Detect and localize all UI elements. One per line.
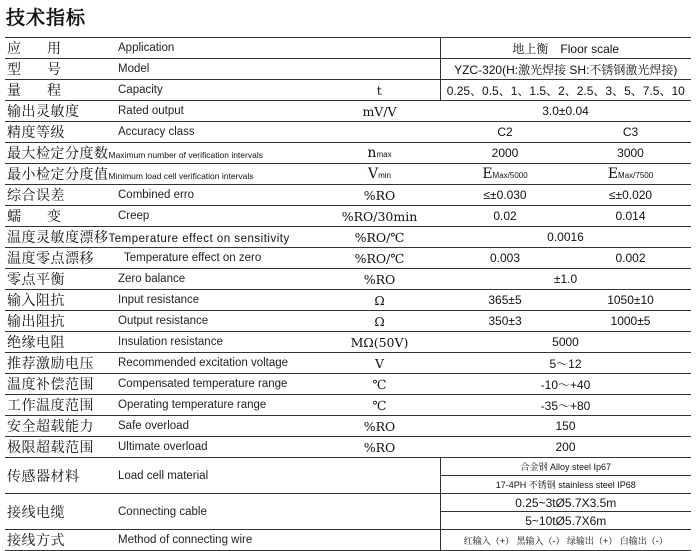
row-value-c2: 0.02 [440, 206, 570, 227]
table-row [5, 143, 691, 164]
table-row [5, 164, 691, 185]
row-value-c2: C2 [440, 122, 570, 143]
row-label-en: Operating temperature range [116, 395, 319, 416]
row-label-en: Output resistance [116, 311, 319, 332]
row-unit: %RO [319, 269, 440, 290]
row-label-cn: 应 用 [5, 38, 116, 59]
value-subscript: Max/5000 [492, 171, 528, 180]
row-unit [319, 164, 440, 185]
row-label-en: Maximum number of verification intervals [108, 150, 263, 160]
row-label-cn: 安全超载能力 [5, 416, 116, 437]
unit-symbol: n [367, 145, 377, 161]
row-unit: %RO/℃ [319, 248, 440, 269]
row-label-en: Compensated temperature range [116, 374, 319, 395]
row-value-line-1: 合金钢 Alloy steel Ip67 [440, 458, 691, 476]
table-row [5, 494, 691, 512]
row-value-line-2: 5~10tØ5.7X6m [440, 512, 691, 530]
table-row [5, 248, 691, 269]
row-label-cn-text: 最大检定分度数 [7, 146, 109, 162]
table-row [5, 374, 691, 395]
unit-subscript: min [378, 171, 391, 180]
row-unit [319, 494, 440, 530]
row-label-cn: 传感器材料 [5, 458, 116, 494]
unit-symbol: V [367, 166, 379, 182]
row-value-c2: 2000 [440, 143, 570, 164]
row-label-en: Input resistance [116, 290, 319, 311]
row-label-cn: 零点平衡 [5, 269, 116, 290]
value-subscript: Max/7500 [618, 171, 654, 180]
row-label-en: Recommended excitation voltage [116, 353, 319, 374]
row-value: -35～+80 [440, 395, 691, 416]
row-value-c3: 0.014 [570, 206, 691, 227]
row-label-en: Accuracy class [116, 122, 319, 143]
row-label-en: Minimum load cell verification intervals [108, 171, 254, 181]
row-unit: %RO/℃ [319, 227, 440, 248]
row-label-en: Safe overload [116, 416, 319, 437]
table-row [5, 353, 691, 374]
row-unit: Ω [319, 311, 440, 332]
row-value-c2: ≤±0.030 [440, 185, 570, 206]
row-value: 红输入（+） 黑输入（-） 绿输出（+） 白输出（-） [440, 530, 691, 551]
row-unit: %RO [319, 437, 440, 458]
row-unit [319, 59, 440, 80]
row-unit [319, 38, 440, 59]
row-label-cn: 输入阻抗 [5, 290, 116, 311]
row-label-cn: 量 程 [5, 80, 116, 101]
table-row [5, 395, 691, 416]
table-row [5, 206, 691, 227]
row-value: 5000 [440, 332, 691, 353]
row-label-en: Model [116, 59, 319, 80]
row-label-cn: 绝缘电阻 [5, 332, 116, 353]
row-value-c3: 3000 [570, 143, 691, 164]
table-row [5, 38, 691, 59]
row-value-line-2: 17-4PH 不锈钢 stainless steel IP68 [440, 476, 691, 494]
table-row [5, 530, 691, 551]
row-label-cn: 接线方式 [5, 530, 116, 551]
row-label-cn-text: 温度灵敏度漂移 [7, 230, 109, 246]
row-value: 地上衡 Floor scale [440, 38, 691, 59]
row-label-en: Application [116, 38, 319, 59]
spec-table [5, 37, 691, 551]
table-row [5, 122, 691, 143]
row-label-cn: 型 号 [5, 59, 116, 80]
row-label-cn: 输出灵敏度 [5, 101, 116, 122]
row-label-cn: 综合误差 [5, 185, 116, 206]
row-label-cn: 接线电缆 [5, 494, 116, 530]
row-unit [319, 530, 440, 551]
row-unit: ℃ [319, 374, 440, 395]
row-label-en: Insulation resistance [116, 332, 319, 353]
row-unit [319, 458, 440, 494]
row-unit [319, 122, 440, 143]
row-unit [319, 143, 440, 164]
value-symbol: E [607, 166, 619, 182]
row-value: 3.0±0.04 [440, 101, 691, 122]
row-value-c2: 350±3 [440, 311, 570, 332]
row-label-en: Load cell material [116, 458, 319, 494]
table-row [5, 227, 691, 248]
row-label-en: Ultimate overload [116, 437, 319, 458]
table-row [5, 437, 691, 458]
table-row [5, 416, 691, 437]
row-label-en: Connecting cable [116, 494, 319, 530]
row-value-c3: 0.002 [570, 248, 691, 269]
row-value-c3: C3 [570, 122, 691, 143]
row-value: 150 [440, 416, 691, 437]
row-value: YZC-320(H:激光焊接 SH:不锈钢激光焊接) [440, 59, 691, 80]
row-value-c3: 1050±10 [570, 290, 691, 311]
row-label-en: Method of connecting wire [116, 530, 319, 551]
row-unit: %RO [319, 416, 440, 437]
row-value-c2 [440, 164, 570, 185]
row-unit: %RO/30min [319, 206, 440, 227]
row-unit: ℃ [319, 395, 440, 416]
row-label-cn: 温度零点漂移 [5, 248, 116, 269]
row-value-c2: 365±5 [440, 290, 570, 311]
table-row [5, 59, 691, 80]
table-row [5, 332, 691, 353]
row-unit: Ω [319, 290, 440, 311]
row-label-cn: 温度补偿范围 [5, 374, 116, 395]
row-label-cn: 极限超载范围 [5, 437, 116, 458]
row-unit: MΩ(50V) [319, 332, 440, 353]
row-label-cn: 推荐激励电压 [5, 353, 116, 374]
row-value-line-1: 0.25~3tØ5.7X3.5m [440, 494, 691, 512]
table-row [5, 185, 691, 206]
row-label-en: Combined erro [116, 185, 319, 206]
row-label-cn: 精度等级 [5, 122, 116, 143]
row-value: 0.25、0.5、1、1.5、2、2.5、3、5、7.5、10 [440, 80, 691, 101]
row-value-c3: 1000±5 [570, 311, 691, 332]
row-unit: t [319, 80, 440, 101]
row-label-en: Creep [116, 206, 319, 227]
row-label-en: Rated output [116, 101, 319, 122]
row-label-en: Zero balance [116, 269, 319, 290]
row-label-en: Temperature effect on sensitivity [108, 233, 290, 245]
row-label-cn [5, 227, 319, 248]
row-value: ±1.0 [440, 269, 691, 290]
table-row [5, 290, 691, 311]
row-label-en: Capacity [116, 80, 319, 101]
row-label-cn: 输出阻抗 [5, 311, 116, 332]
unit-subscript: max [376, 150, 392, 159]
table-row [5, 311, 691, 332]
table-row [5, 269, 691, 290]
row-label-cn [5, 143, 319, 164]
row-label-en: Temperature effect on zero [116, 248, 319, 269]
row-label-cn-text: 最小检定分度值 [7, 167, 109, 183]
row-value: 0.0016 [440, 227, 691, 248]
row-value-c3: ≤±0.020 [570, 185, 691, 206]
row-value-c3 [570, 164, 691, 185]
row-value-c2: 0.003 [440, 248, 570, 269]
row-label-cn: 蠕 变 [5, 206, 116, 227]
row-unit: %RO [319, 185, 440, 206]
table-row [5, 458, 691, 476]
table-row [5, 80, 691, 101]
row-label-cn: 工作温度范围 [5, 395, 116, 416]
row-unit: V [319, 353, 440, 374]
row-value: 5～12 [440, 353, 691, 374]
table-row [5, 101, 691, 122]
row-unit: mV/V [319, 101, 440, 122]
row-value: 200 [440, 437, 691, 458]
page-title: 技术指标 [6, 7, 87, 29]
row-label-cn [5, 164, 319, 185]
row-value: -10～+40 [440, 374, 691, 395]
value-symbol: E [482, 166, 493, 182]
